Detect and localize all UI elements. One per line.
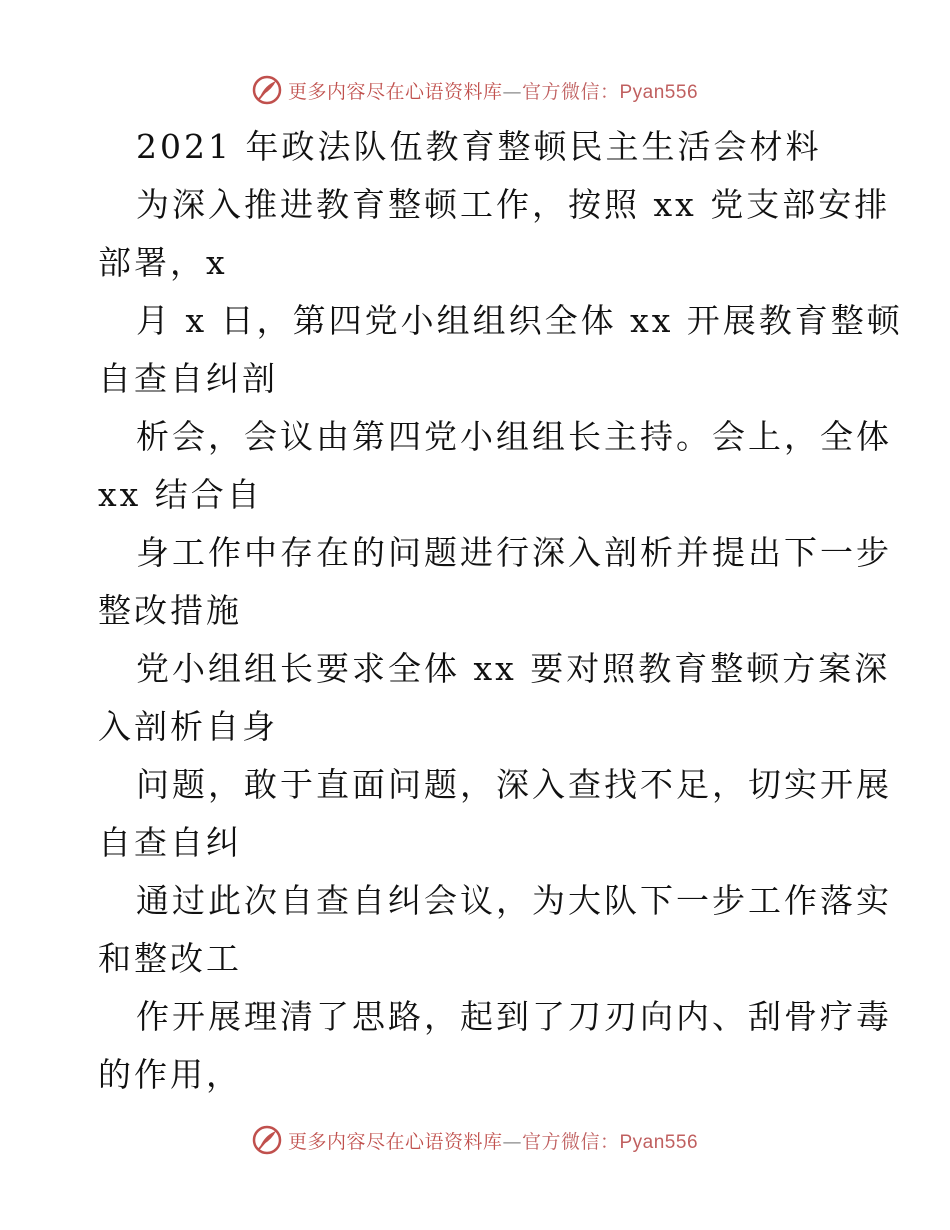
watermark-separator: — (502, 80, 522, 103)
watermark-wechat-id: Pyan556 (619, 81, 699, 103)
paragraph-line: 部署，x (98, 243, 228, 282)
watermark-text (288, 1127, 698, 1154)
paragraph-line: 整改措施 (98, 591, 242, 630)
paragraph-line: 为深入推进教育整顿工作，按照 xx 党支部安排 (136, 185, 891, 224)
quill-logo-icon (252, 1125, 282, 1155)
paragraph-line: 自查自纠 (98, 823, 242, 862)
paragraph-line: 通过此次自查自纠会议，为大队下一步工作落实 (136, 881, 892, 920)
paragraph-line: xx 结合自 (98, 475, 263, 514)
watermark-brand: 更多内容尽在心语资料库 (287, 80, 503, 103)
watermark-label: 官方微信： (521, 1130, 620, 1153)
header-watermark (0, 70, 950, 110)
paragraph-line: 自查自纠剖 (98, 359, 278, 398)
watermark-brand: 更多内容尽在心语资料库 (287, 1130, 503, 1153)
paragraph-line: 的作用， (98, 1055, 242, 1094)
paragraph-line: 身工作中存在的问题进行深入剖析并提出下一步 (136, 533, 892, 572)
watermark-separator: — (502, 1130, 522, 1153)
paragraph-line: 和整改工 (98, 939, 242, 978)
paragraph-line: 作开展理清了思路，起到了刀刃向内、刮骨疗毒 (136, 997, 892, 1036)
watermark-text (288, 77, 698, 104)
document-body (98, 118, 903, 1104)
watermark-wechat-id: Pyan556 (619, 1131, 699, 1153)
paragraph-line: 党小组组长要求全体 xx 要对照教育整顿方案深 (136, 649, 891, 688)
quill-logo-icon (252, 75, 282, 105)
watermark-label: 官方微信： (521, 80, 620, 103)
paragraph-line: 问题，敢于直面问题，深入查找不足，切实开展 (136, 765, 892, 804)
footer-watermark (0, 1120, 950, 1160)
paragraph-line: 入剖析自身 (98, 707, 278, 746)
paragraph-line: 月 x 日，第四党小组组织全体 xx 开展教育整顿 (136, 301, 903, 340)
paragraph-line: 析会，会议由第四党小组组长主持。会上，全体 (136, 417, 892, 456)
doc-title: 2021 年政法队伍教育整顿民主生活会材料 (136, 127, 822, 166)
